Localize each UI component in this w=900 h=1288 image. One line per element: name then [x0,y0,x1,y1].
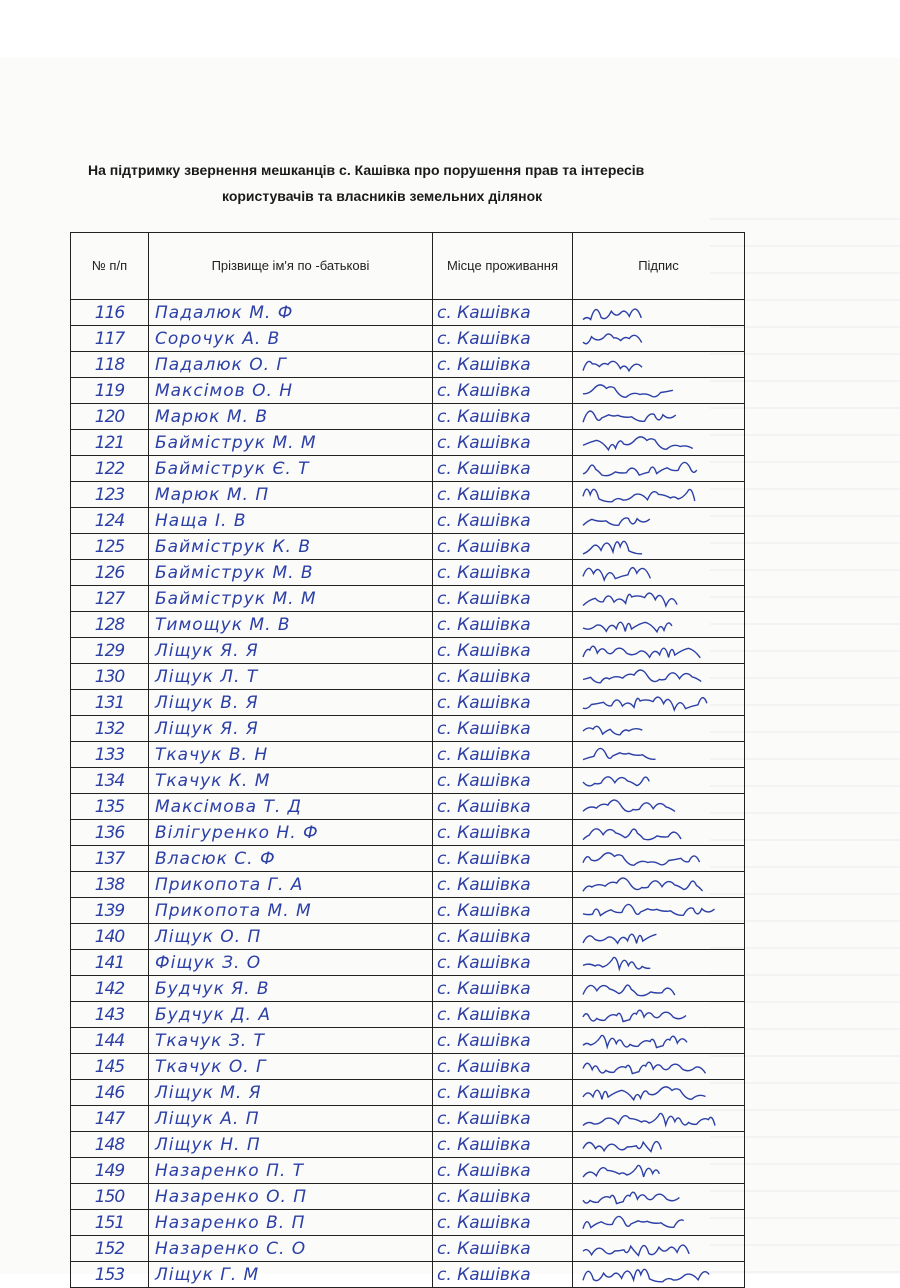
handwritten-signature [581,822,731,844]
row-full-name: Сорочук А. В [149,326,433,352]
row-residence: с. Кашівка [433,872,573,898]
table-row [71,846,745,872]
handwritten-signature [581,640,731,662]
row-signature [573,586,745,612]
handwritten-signature [581,536,731,558]
row-residence: с. Кашівка [433,820,573,846]
row-number: 117 [71,326,149,352]
row-number: 134 [71,768,149,794]
row-full-name: Наща І. В [149,508,433,534]
row-full-name: Ліщук О. П [149,924,433,950]
row-number: 145 [71,1054,149,1080]
row-signature [573,768,745,794]
row-number: 120 [71,404,149,430]
row-signature [573,1054,745,1080]
row-full-name: Назаренко О. П [149,1184,433,1210]
row-full-name: Ліщук Г. М [149,1262,433,1288]
row-residence: с. Кашівка [433,1158,573,1184]
table-row [71,872,745,898]
handwritten-signature [581,614,731,636]
row-residence: с. Кашівка [433,1028,573,1054]
table-row [71,1132,745,1158]
handwritten-signature [581,510,731,532]
row-signature [573,560,745,586]
row-signature [573,612,745,638]
row-residence: с. Кашівка [433,924,573,950]
handwritten-signature [581,666,731,688]
row-residence: с. Кашівка [433,950,573,976]
table-row [71,1028,745,1054]
table-row [71,1236,745,1262]
row-residence: с. Кашівка [433,716,573,742]
row-signature [573,1262,745,1288]
row-full-name: Падалюк М. Ф [149,300,433,326]
row-residence: с. Кашівка [433,1210,573,1236]
row-signature [573,482,745,508]
row-signature [573,1132,745,1158]
row-number: 151 [71,1210,149,1236]
header-full-name: Прізвище ім'я по -батькові [149,233,433,300]
handwritten-signature [581,848,731,870]
row-signature [573,300,745,326]
table-row [71,898,745,924]
row-residence: с. Кашівка [433,1262,573,1288]
row-signature [573,1080,745,1106]
row-number: 143 [71,1002,149,1028]
table-row [71,508,745,534]
row-full-name: Байміструк М. В [149,560,433,586]
row-number: 140 [71,924,149,950]
row-number: 128 [71,612,149,638]
handwritten-signature [581,328,731,350]
row-residence: с. Кашівка [433,586,573,612]
table-row [71,560,745,586]
handwritten-signature [581,978,731,1000]
handwritten-signature [581,354,731,376]
row-signature [573,794,745,820]
handwritten-signature [581,926,731,948]
row-signature [573,326,745,352]
row-residence: с. Кашівка [433,326,573,352]
header-signature: Підпис [573,233,745,300]
row-residence: с. Кашівка [433,560,573,586]
handwritten-signature [581,770,731,792]
row-residence: с. Кашівка [433,898,573,924]
row-full-name: Ткачук О. Г [149,1054,433,1080]
row-full-name: Максімов О. Н [149,378,433,404]
row-full-name: Назаренко В. П [149,1210,433,1236]
row-full-name: Ткачук З. Т [149,1028,433,1054]
table-row [71,1002,745,1028]
row-signature [573,1028,745,1054]
row-full-name: Ткачук К. М [149,768,433,794]
document-title-line-1: На підтримку звернення мешканців с. Кашівка про порушення прав та інтересів [88,162,645,178]
row-signature [573,1236,745,1262]
row-residence: с. Кашівка [433,1002,573,1028]
row-signature [573,456,745,482]
row-signature [573,638,745,664]
row-full-name: Падалюк О. Г [149,352,433,378]
row-number: 150 [71,1184,149,1210]
row-number: 121 [71,430,149,456]
row-number: 136 [71,820,149,846]
table-row [71,690,745,716]
row-residence: с. Кашівка [433,1184,573,1210]
handwritten-signature [581,380,731,402]
row-signature [573,1002,745,1028]
row-residence: с. Кашівка [433,508,573,534]
row-full-name: Назаренко С. О [149,1236,433,1262]
row-full-name: Назаренко П. Т [149,1158,433,1184]
row-signature [573,1158,745,1184]
handwritten-signature [581,302,731,324]
row-signature [573,1184,745,1210]
row-number: 144 [71,1028,149,1054]
handwritten-signature [581,1082,731,1104]
row-number: 124 [71,508,149,534]
table-row [71,612,745,638]
table-row [71,534,745,560]
row-full-name: Власюк С. Ф [149,846,433,872]
row-full-name: Байміструк М. М [149,586,433,612]
handwritten-signature [581,718,731,740]
row-signature [573,404,745,430]
table-row [71,300,745,326]
handwritten-signature [581,1186,731,1208]
handwritten-signature [581,692,731,714]
handwritten-signature [581,1134,731,1156]
row-signature [573,508,745,534]
table-row [71,352,745,378]
row-residence: с. Кашівка [433,1080,573,1106]
row-number: 126 [71,560,149,586]
row-full-name: Ліщук Я. Я [149,638,433,664]
table-row [71,1054,745,1080]
row-signature [573,898,745,924]
row-signature [573,976,745,1002]
row-residence: с. Кашівка [433,300,573,326]
handwritten-signature [581,562,731,584]
row-full-name: Ліщук Я. Я [149,716,433,742]
handwritten-signature [581,1264,731,1286]
table-row [71,430,745,456]
row-signature [573,742,745,768]
row-signature [573,352,745,378]
table-row [71,1080,745,1106]
row-residence: с. Кашівка [433,1054,573,1080]
row-number: 138 [71,872,149,898]
row-number: 133 [71,742,149,768]
row-number: 141 [71,950,149,976]
row-full-name: Ліщук Л. Т [149,664,433,690]
table-row [71,638,745,664]
row-number: 137 [71,846,149,872]
row-number: 130 [71,664,149,690]
row-residence: с. Кашівка [433,664,573,690]
handwritten-signature [581,952,731,974]
document-title-line-2: користувачів та власників земельних ділянок [222,188,543,204]
row-residence: с. Кашівка [433,482,573,508]
handwritten-signature [581,900,731,922]
table-row [71,976,745,1002]
table-row [71,664,745,690]
table-row [71,326,745,352]
row-number: 118 [71,352,149,378]
row-signature [573,378,745,404]
signature-table [70,232,745,1288]
handwritten-signature [581,1212,731,1234]
table-row [71,950,745,976]
table-row [71,768,745,794]
row-full-name: Максімова Т. Д [149,794,433,820]
handwritten-signature [581,1056,731,1078]
handwritten-signature [581,1108,731,1130]
row-number: 148 [71,1132,149,1158]
row-signature [573,820,745,846]
handwritten-signature [581,1160,731,1182]
row-full-name: Будчук Д. А [149,1002,433,1028]
row-signature [573,430,745,456]
handwritten-signature [581,874,731,896]
row-residence: с. Кашівка [433,352,573,378]
row-number: 119 [71,378,149,404]
row-number: 149 [71,1158,149,1184]
row-full-name: Будчук Я. В [149,976,433,1002]
row-residence: с. Кашівка [433,638,573,664]
table-row [71,404,745,430]
row-full-name: Ткачук В. Н [149,742,433,768]
row-full-name: Байміструк К. В [149,534,433,560]
table-row [71,482,745,508]
handwritten-signature [581,1030,731,1052]
row-full-name: Ліщук М. Я [149,1080,433,1106]
row-residence: с. Кашівка [433,846,573,872]
row-full-name: Прикопота Г. А [149,872,433,898]
table-row [71,924,745,950]
row-signature [573,1106,745,1132]
row-full-name: Марюк М. В [149,404,433,430]
row-number: 135 [71,794,149,820]
handwritten-signature [581,796,731,818]
row-residence: с. Кашівка [433,430,573,456]
table-row [71,586,745,612]
row-full-name: Прикопота М. М [149,898,433,924]
row-number: 153 [71,1262,149,1288]
table-row [71,1106,745,1132]
row-residence: с. Кашівка [433,456,573,482]
row-residence: с. Кашівка [433,1236,573,1262]
row-residence: с. Кашівка [433,534,573,560]
row-full-name: Фіщук З. О [149,950,433,976]
table-row [71,1184,745,1210]
row-signature [573,534,745,560]
row-residence: с. Кашівка [433,404,573,430]
row-number: 116 [71,300,149,326]
handwritten-signature [581,458,731,480]
row-residence: с. Кашівка [433,768,573,794]
row-full-name: Байміструк М. М [149,430,433,456]
table-row [71,378,745,404]
table-header-row [71,233,745,300]
row-residence: с. Кашівка [433,976,573,1002]
row-full-name: Тимощук М. В [149,612,433,638]
row-full-name: Марюк М. П [149,482,433,508]
row-full-name: Байміструк Є. Т [149,456,433,482]
row-residence: с. Кашівка [433,742,573,768]
row-signature [573,924,745,950]
row-signature [573,872,745,898]
row-signature [573,690,745,716]
row-full-name: Ліщук Н. П [149,1132,433,1158]
row-residence: с. Кашівка [433,794,573,820]
handwritten-signature [581,432,731,454]
row-number: 132 [71,716,149,742]
row-signature [573,846,745,872]
handwritten-signature [581,744,731,766]
row-residence: с. Кашівка [433,1106,573,1132]
table-row [71,1262,745,1288]
row-residence: с. Кашівка [433,378,573,404]
row-full-name: Ліщук В. Я [149,690,433,716]
row-full-name: Ліщук А. П [149,1106,433,1132]
row-full-name: Вілігуренко Н. Ф [149,820,433,846]
row-signature [573,950,745,976]
table-row [71,456,745,482]
row-signature [573,716,745,742]
row-signature [573,1210,745,1236]
table-row [71,1158,745,1184]
row-number: 122 [71,456,149,482]
header-residence: Місце проживання [433,233,573,300]
header-number: № п/п [71,233,149,300]
table-row [71,1210,745,1236]
row-signature [573,664,745,690]
table-row [71,820,745,846]
row-number: 123 [71,482,149,508]
row-number: 147 [71,1106,149,1132]
table-row [71,794,745,820]
table-row [71,742,745,768]
row-number: 139 [71,898,149,924]
handwritten-signature [581,588,731,610]
handwritten-signature [581,406,731,428]
row-number: 152 [71,1236,149,1262]
table-row [71,716,745,742]
row-number: 127 [71,586,149,612]
row-number: 129 [71,638,149,664]
handwritten-signature [581,484,731,506]
handwritten-signature [581,1004,731,1026]
row-number: 131 [71,690,149,716]
row-number: 142 [71,976,149,1002]
row-residence: с. Кашівка [433,1132,573,1158]
row-number: 125 [71,534,149,560]
row-residence: с. Кашівка [433,612,573,638]
signature-rows [71,300,745,1288]
row-number: 146 [71,1080,149,1106]
row-residence: с. Кашівка [433,690,573,716]
handwritten-signature [581,1238,731,1260]
